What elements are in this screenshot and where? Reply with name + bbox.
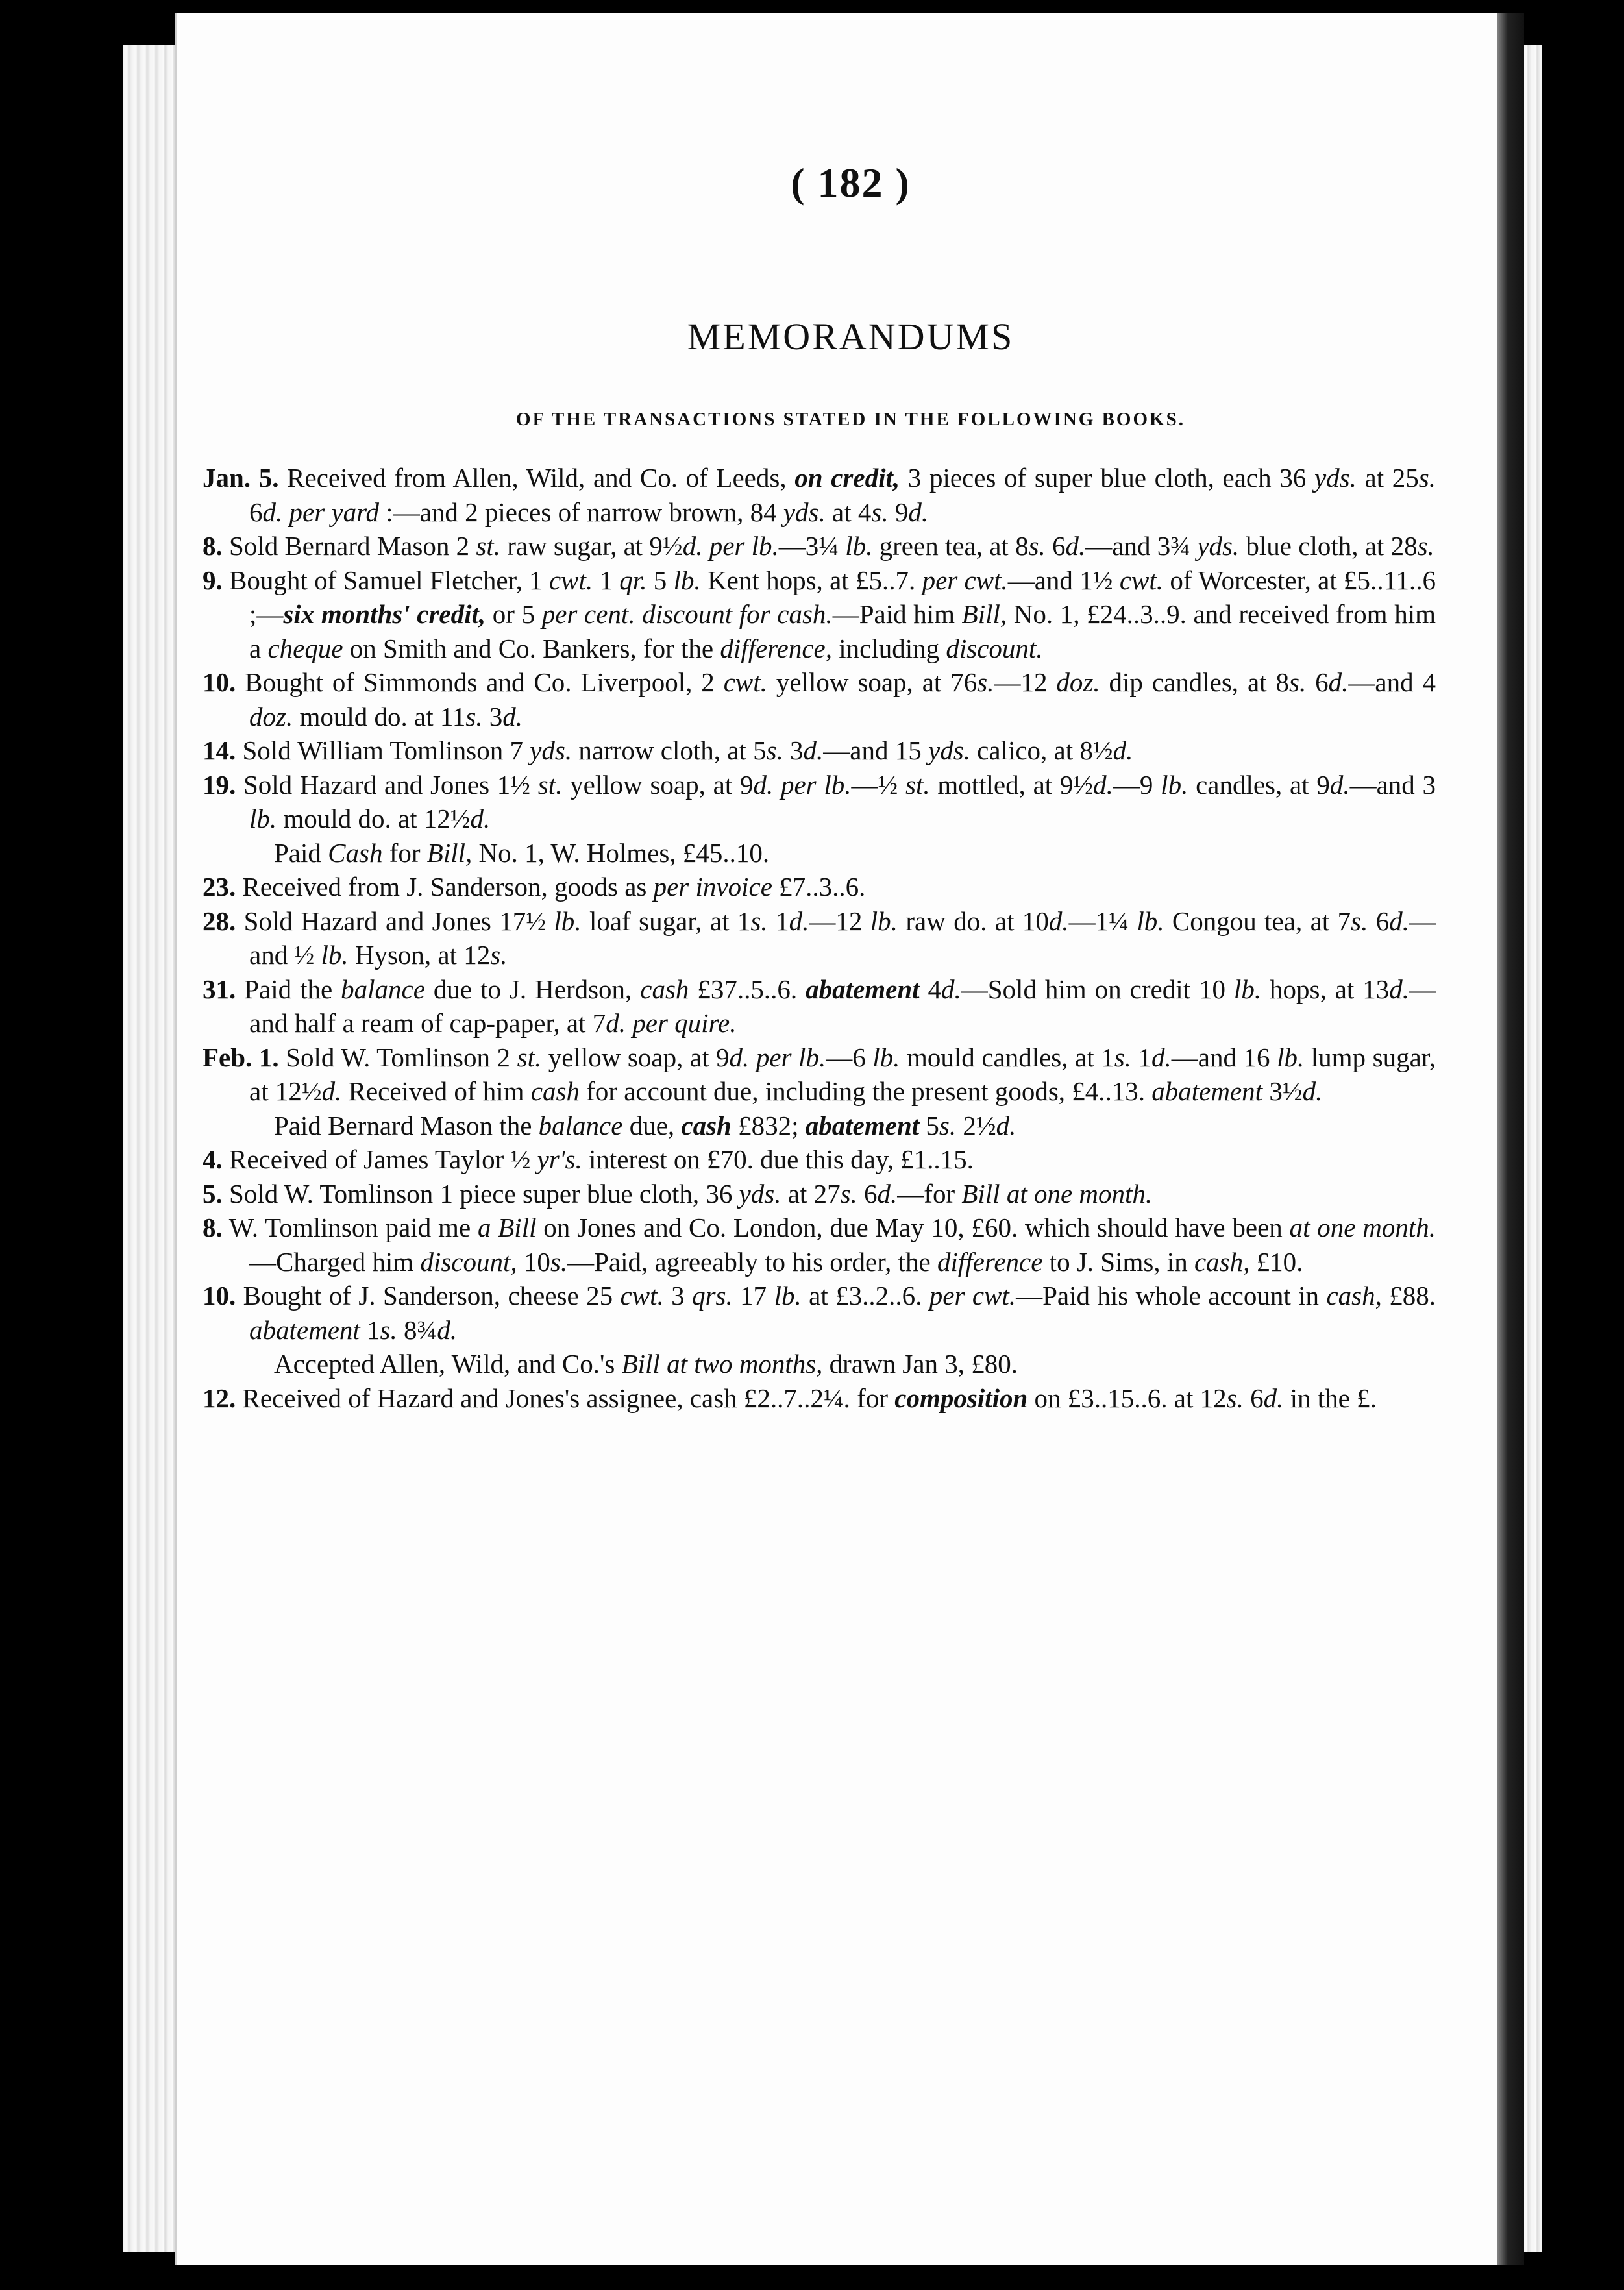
entry-text: d. <box>908 497 929 527</box>
entry-text: s. <box>977 667 994 697</box>
entry-text: W. Tomlinson paid me <box>222 1213 478 1242</box>
entry-text: —and 3¾ <box>1085 531 1198 561</box>
entry-text: cash, <box>1326 1281 1382 1311</box>
entry-text: —and 15 <box>823 735 928 765</box>
entry-text: on credit, <box>794 463 900 493</box>
entry-text: s. <box>1288 667 1307 697</box>
entry-text: at 27 <box>781 1178 841 1209</box>
entry-text: lb. <box>872 1042 900 1072</box>
entry-text: lb. <box>673 565 701 595</box>
entry-text: s. <box>871 497 889 527</box>
entry-text: at 25 <box>1356 463 1419 493</box>
entry-text: d. <box>941 974 961 1004</box>
memorandum-entry <box>203 904 1436 972</box>
entry-text: No. 1, £24..3..9. and received from him a <box>249 599 1436 663</box>
memorandum-entry <box>203 870 1436 904</box>
entry-text: s. <box>1226 1383 1244 1413</box>
entry-text: per cwt. <box>922 565 1008 595</box>
entry-text: d. <box>1328 667 1349 697</box>
entry-text: Bought of J. Sanderson, cheese 25 <box>236 1281 621 1311</box>
entry-text: qrs. <box>692 1281 733 1311</box>
entry-text: per cent. discount for cash. <box>541 599 833 629</box>
entry-text: s. <box>550 1246 568 1277</box>
entry-text: at 4 <box>825 497 872 527</box>
entry-text: Cash <box>328 837 383 868</box>
entry-date: 19. <box>203 769 236 800</box>
entry-text: d. per lb. <box>729 1042 826 1072</box>
entry-text: lb. <box>554 905 582 936</box>
entry-text: cwt. <box>1119 565 1164 595</box>
entry-text: Accepted Allen, Wild, and Co.'s <box>274 1349 622 1379</box>
entry-text: dip candles, at 8 <box>1100 667 1289 697</box>
memorandum-entry <box>203 529 1436 563</box>
entry-text: —Paid his whole account in <box>1016 1281 1327 1311</box>
entry-text: :—and 2 pieces of narrow brown, 84 <box>379 497 783 527</box>
entry-text: abatement <box>805 1110 920 1140</box>
entry-text: Bought of Samuel Fletcher, 1 <box>222 565 549 595</box>
entry-text: d. <box>1389 974 1410 1004</box>
memorandum-entry <box>203 1109 1436 1143</box>
entry-text: s. <box>1351 905 1368 936</box>
entry-text: cwt. <box>548 565 593 595</box>
entry-text: yellow soap, at 76 <box>767 667 978 697</box>
entry-text: £7..3..6. <box>772 872 866 902</box>
entry-text: cwt. <box>620 1281 664 1311</box>
entry-text: yds. <box>739 1178 781 1209</box>
entry-text: s. <box>490 940 508 970</box>
entry-text: —Paid, agreeably to his order, the <box>567 1246 938 1277</box>
entry-text: Bill, <box>426 837 473 868</box>
memorandum-entry <box>203 768 1436 836</box>
entry-date: 28. <box>203 905 236 936</box>
entry-text: 9 <box>888 497 909 527</box>
memorandum-entry <box>203 1177 1436 1211</box>
entry-text: —Paid him <box>832 599 962 629</box>
entry-text: per invoice <box>653 872 772 902</box>
entry-text: balance <box>341 974 425 1004</box>
entry-text: yds. <box>928 735 970 765</box>
entry-text: a Bill <box>477 1213 537 1242</box>
entry-text: d. <box>1065 531 1086 561</box>
entry-text: —for <box>897 1178 962 1209</box>
entry-text: 2½ <box>956 1110 996 1140</box>
memorandum-entry <box>203 1211 1436 1279</box>
page-number: ( 182 ) <box>791 160 911 206</box>
entry-text: d. <box>1302 1076 1323 1106</box>
entry-text: d. <box>321 1076 342 1106</box>
entry-text: st. <box>517 1042 542 1072</box>
entry-text: Paid Bernard Mason the <box>274 1110 539 1140</box>
entry-text: discount, <box>420 1246 517 1277</box>
entry-text: d. <box>803 735 824 765</box>
entry-text: Bill, <box>961 599 1007 629</box>
entry-text: abatement <box>249 1314 360 1345</box>
entry-text: candles, at 9 <box>1188 769 1330 800</box>
entry-date: 8. <box>203 1213 223 1242</box>
entry-text: 6 <box>1045 531 1066 561</box>
entry-text: 3 <box>482 701 503 732</box>
entry-text: yr's. <box>537 1144 582 1174</box>
entry-text: on Jones and Co. London, due May 10, £60. which should have been <box>536 1213 1290 1242</box>
entry-text: lb. <box>249 804 277 833</box>
entry-text: Received of James Taylor ½ <box>222 1144 537 1174</box>
entry-text: d. <box>1151 1042 1172 1072</box>
entry-text: due, <box>622 1110 682 1140</box>
memorandum-entry <box>203 972 1436 1040</box>
entry-text: —and 3 <box>1349 769 1436 800</box>
entry-text: mottled, at 9½ <box>929 769 1094 800</box>
entry-text: d. per yard <box>262 497 380 527</box>
entry-text: Sold William Tomlinson 7 <box>236 735 530 765</box>
entry-text: lb. <box>1161 769 1188 800</box>
entry-text: d. per lb. <box>682 531 779 561</box>
entry-text: for <box>382 837 427 868</box>
memorandum-entry <box>203 836 1436 870</box>
entry-text: Sold W. Tomlinson 1 piece super blue cloth, 36 <box>222 1178 739 1209</box>
memorandum-entry <box>203 1381 1436 1416</box>
entry-text: 8¾ <box>397 1314 437 1345</box>
memorandum-entry <box>203 1279 1436 1347</box>
entry-text: for account due, including the present goods, £4..13. <box>579 1076 1152 1106</box>
memorandum-entry <box>203 733 1436 768</box>
memorandum-entry <box>203 563 1436 666</box>
entry-text: cheque <box>267 633 343 663</box>
entry-text: —9 <box>1113 769 1161 800</box>
entry-text: due to J. Herdson, <box>424 974 641 1004</box>
entry-text: lb. <box>321 940 349 970</box>
entry-text: narrow cloth, at 5 <box>572 735 767 765</box>
entry-text: 1 <box>593 565 620 595</box>
entry-text: in the £. <box>1283 1383 1377 1413</box>
entry-text: 3½ <box>1262 1076 1303 1106</box>
entry-text: 1 <box>1131 1042 1151 1072</box>
entry-text: Paid the <box>236 974 341 1004</box>
entry-text: d. per lb. <box>753 769 852 800</box>
entry-text: Hyson, at 12 <box>348 940 491 970</box>
entry-text: £10. <box>1249 1246 1303 1277</box>
entry-text: 6 <box>1306 667 1329 697</box>
entry-text: —and 4 <box>1348 667 1436 697</box>
entry-text: drawn Jan 3, £80. <box>822 1349 1018 1379</box>
entry-text: Bill at one month. <box>961 1178 1153 1209</box>
entry-text: of Worcester, at £5..11..6 ;— <box>249 565 1436 629</box>
entry-date: Feb. 1. <box>203 1042 279 1072</box>
entry-text: cash, <box>1194 1246 1250 1277</box>
memorandum-entry <box>203 1142 1436 1177</box>
entry-text: 6 <box>857 1178 878 1209</box>
entry-text: composition <box>894 1383 1028 1413</box>
entry-text: st. <box>905 769 930 800</box>
entry-text: —Sold him on credit 10 <box>961 974 1234 1004</box>
page-subtitle: OF THE TRANSACTIONS STATED IN THE FOLLOWING BOOKS. <box>516 409 1185 430</box>
entry-text: £832; <box>731 1110 806 1140</box>
entry-text: Sold Bernard Mason 2 <box>222 531 476 561</box>
entry-text: s. <box>1114 1042 1131 1072</box>
entry-date: 12. <box>203 1383 236 1413</box>
entry-text: Sold W. Tomlinson 2 <box>278 1042 517 1072</box>
entry-text: cash <box>681 1110 732 1140</box>
entry-text: —Charged him <box>249 1246 421 1277</box>
entry-text: s. <box>750 905 768 936</box>
entry-text: —and 16 <box>1171 1042 1277 1072</box>
entry-text: 5 <box>919 1110 939 1140</box>
entry-date: 31. <box>203 974 236 1004</box>
entry-text: 6 <box>249 497 263 527</box>
entry-text: yellow soap, at 9 <box>541 1042 730 1072</box>
entry-text: s. <box>840 1178 857 1209</box>
entry-text: —12 <box>809 905 870 936</box>
entry-text: 17 <box>732 1281 774 1311</box>
entry-text: Bought of Simmonds and Co. Liverpool, 2 <box>236 667 724 697</box>
entry-text: 4 <box>919 974 941 1004</box>
entry-text: doz. <box>1056 667 1100 697</box>
entry-text: or 5 <box>486 599 542 629</box>
entry-text: —and 1½ <box>1007 565 1120 595</box>
entry-text: No. 1, W. Holmes, £45..10. <box>472 837 770 868</box>
entry-text: d. per quire. <box>606 1008 737 1038</box>
entry-text: yellow soap, at 9 <box>562 769 754 800</box>
entry-text: lb. <box>870 905 898 936</box>
entry-text: d. <box>437 1314 458 1345</box>
entry-text: 6 <box>1243 1383 1264 1413</box>
entry-date: 14. <box>203 735 236 765</box>
entry-text: —and half a ream of cap-paper, at 7 <box>249 974 1436 1038</box>
entry-date: 4. <box>203 1144 223 1174</box>
entry-text: mould candles, at 1 <box>900 1042 1114 1072</box>
entry-text: six months' credit, <box>283 599 486 629</box>
entry-text: s. <box>1028 531 1046 561</box>
entry-text: 1 <box>767 905 789 936</box>
entry-text: raw do. at 10 <box>897 905 1049 936</box>
entry-text: Received of Hazard and Jones's assignee, cash £2..7..2¼. for <box>236 1383 895 1413</box>
entry-text: £37..5..6. <box>689 974 806 1004</box>
memorandum-entry <box>203 1040 1436 1109</box>
entry-text: on Smith and Co. Bankers, for the <box>343 633 720 663</box>
entry-text: d. <box>1389 905 1410 936</box>
entry-text: 6 <box>1368 905 1390 936</box>
entry-text: balance <box>538 1110 623 1140</box>
entry-text: lb. <box>1137 905 1164 936</box>
entry-text: yds. <box>530 735 572 765</box>
entry-text: 10 <box>517 1246 550 1277</box>
entry-text: d. <box>1113 735 1133 765</box>
entry-text: hops, at 13 <box>1261 974 1390 1004</box>
entry-text: s. <box>939 1110 957 1140</box>
entry-date: 10. <box>203 1281 236 1311</box>
entry-text: s. <box>1418 463 1436 493</box>
entry-text: yds. <box>1314 463 1357 493</box>
entry-text: mould do. at 12½ <box>277 804 471 833</box>
entry-text: cash <box>640 974 689 1004</box>
entry-text: blue cloth, at 28 <box>1239 531 1418 561</box>
entry-text: st. <box>537 769 563 800</box>
entry-text: d. <box>1093 769 1113 800</box>
entry-text: to J. Sims, in <box>1042 1246 1194 1277</box>
entry-text: per cwt. <box>929 1281 1016 1311</box>
entry-text: lb. <box>774 1281 802 1311</box>
entry-text: —3¼ <box>778 531 846 561</box>
entry-date: 9. <box>203 565 223 595</box>
entry-date: 5. <box>203 1178 223 1209</box>
entry-text: —and ½ <box>249 905 1436 970</box>
entry-text: —12 <box>994 667 1057 697</box>
entry-text: lump sugar, at 12½ <box>249 1042 1436 1106</box>
entry-text: lb. <box>845 531 873 561</box>
entry-text: Received of him <box>341 1076 531 1106</box>
entry-text: green tea, at 8 <box>872 531 1029 561</box>
entry-text: d. <box>1048 905 1069 936</box>
entry-text: £88. <box>1381 1281 1436 1311</box>
entry-text: st. <box>476 531 500 561</box>
entry-text: d. <box>502 701 523 732</box>
entry-text: abatement <box>806 974 920 1004</box>
entry-date: Jan. 5. <box>203 463 279 493</box>
memorandum-entry <box>203 665 1436 733</box>
entry-text: 3 pieces of super blue cloth, each 36 <box>900 463 1314 493</box>
entry-text: —1¼ <box>1068 905 1137 936</box>
memorandum-entries <box>203 461 1436 1415</box>
entry-text: interest on £70. due this day, £1..15. <box>582 1144 974 1174</box>
entry-text: d. <box>470 804 491 833</box>
entry-text: Bill at two months, <box>621 1349 823 1379</box>
entry-date: 8. <box>203 531 223 561</box>
entry-text: —6 <box>826 1042 873 1072</box>
entry-text: 1 <box>360 1314 380 1345</box>
entry-text: 3 <box>663 1281 693 1311</box>
entry-text: d. <box>877 1178 898 1209</box>
entry-text: s. <box>1417 531 1434 561</box>
entry-text: including <box>831 633 946 663</box>
entry-text: d. <box>996 1110 1016 1140</box>
entry-text: Paid <box>274 837 328 868</box>
entry-text: 5 <box>646 565 674 595</box>
entry-text: 3 <box>783 735 804 765</box>
entry-text: Sold Hazard and Jones 17½ <box>236 905 554 936</box>
entry-date: 10. <box>203 667 236 697</box>
entry-text: s. <box>380 1314 397 1345</box>
entry-text: cwt. <box>723 667 767 697</box>
entry-text: Kent hops, at £5..7. <box>700 565 922 595</box>
entry-text: discount. <box>946 633 1043 663</box>
entry-text: Congou tea, at 7 <box>1164 905 1351 936</box>
entry-date: 23. <box>203 872 236 902</box>
entry-text: lb. <box>1233 974 1262 1004</box>
entry-text: at £3..2..6. <box>801 1281 929 1311</box>
entry-text: loaf sugar, at 1 <box>581 905 751 936</box>
entry-text: lb. <box>1277 1042 1305 1072</box>
memorandum-entry <box>203 1347 1436 1381</box>
page-title: MEMORANDUMS <box>687 315 1015 358</box>
entry-text: Received from J. Sanderson, goods as <box>236 872 654 902</box>
entry-text: difference <box>937 1246 1043 1277</box>
entry-text: raw sugar, at 9½ <box>500 531 683 561</box>
entry-text: at one month. <box>1289 1213 1436 1242</box>
entry-text: calico, at 8½ <box>970 735 1113 765</box>
entry-text: d. <box>1263 1383 1284 1413</box>
entry-text: d. <box>1329 769 1350 800</box>
entry-text: on £3..15..6. at 12 <box>1027 1383 1227 1413</box>
entry-text: s. <box>465 701 483 732</box>
entry-text: d. <box>789 905 809 936</box>
memorandum-entry <box>203 461 1436 529</box>
entry-text: cash <box>530 1076 580 1106</box>
entry-text: yds. <box>1197 531 1240 561</box>
entry-text: abatement <box>1151 1076 1263 1106</box>
entry-text: mould do. at 11 <box>293 701 466 732</box>
entry-text: Sold Hazard and Jones 1½ <box>236 769 538 800</box>
entry-text: —½ <box>851 769 905 800</box>
entry-text: doz. <box>249 701 293 732</box>
entry-text: difference, <box>720 633 832 663</box>
entry-text: Received from Allen, Wild, and Co. of Leeds, <box>278 463 795 493</box>
entry-text: yds. <box>783 497 826 527</box>
entry-text: s. <box>766 735 783 765</box>
entry-text: qr. <box>619 565 647 595</box>
